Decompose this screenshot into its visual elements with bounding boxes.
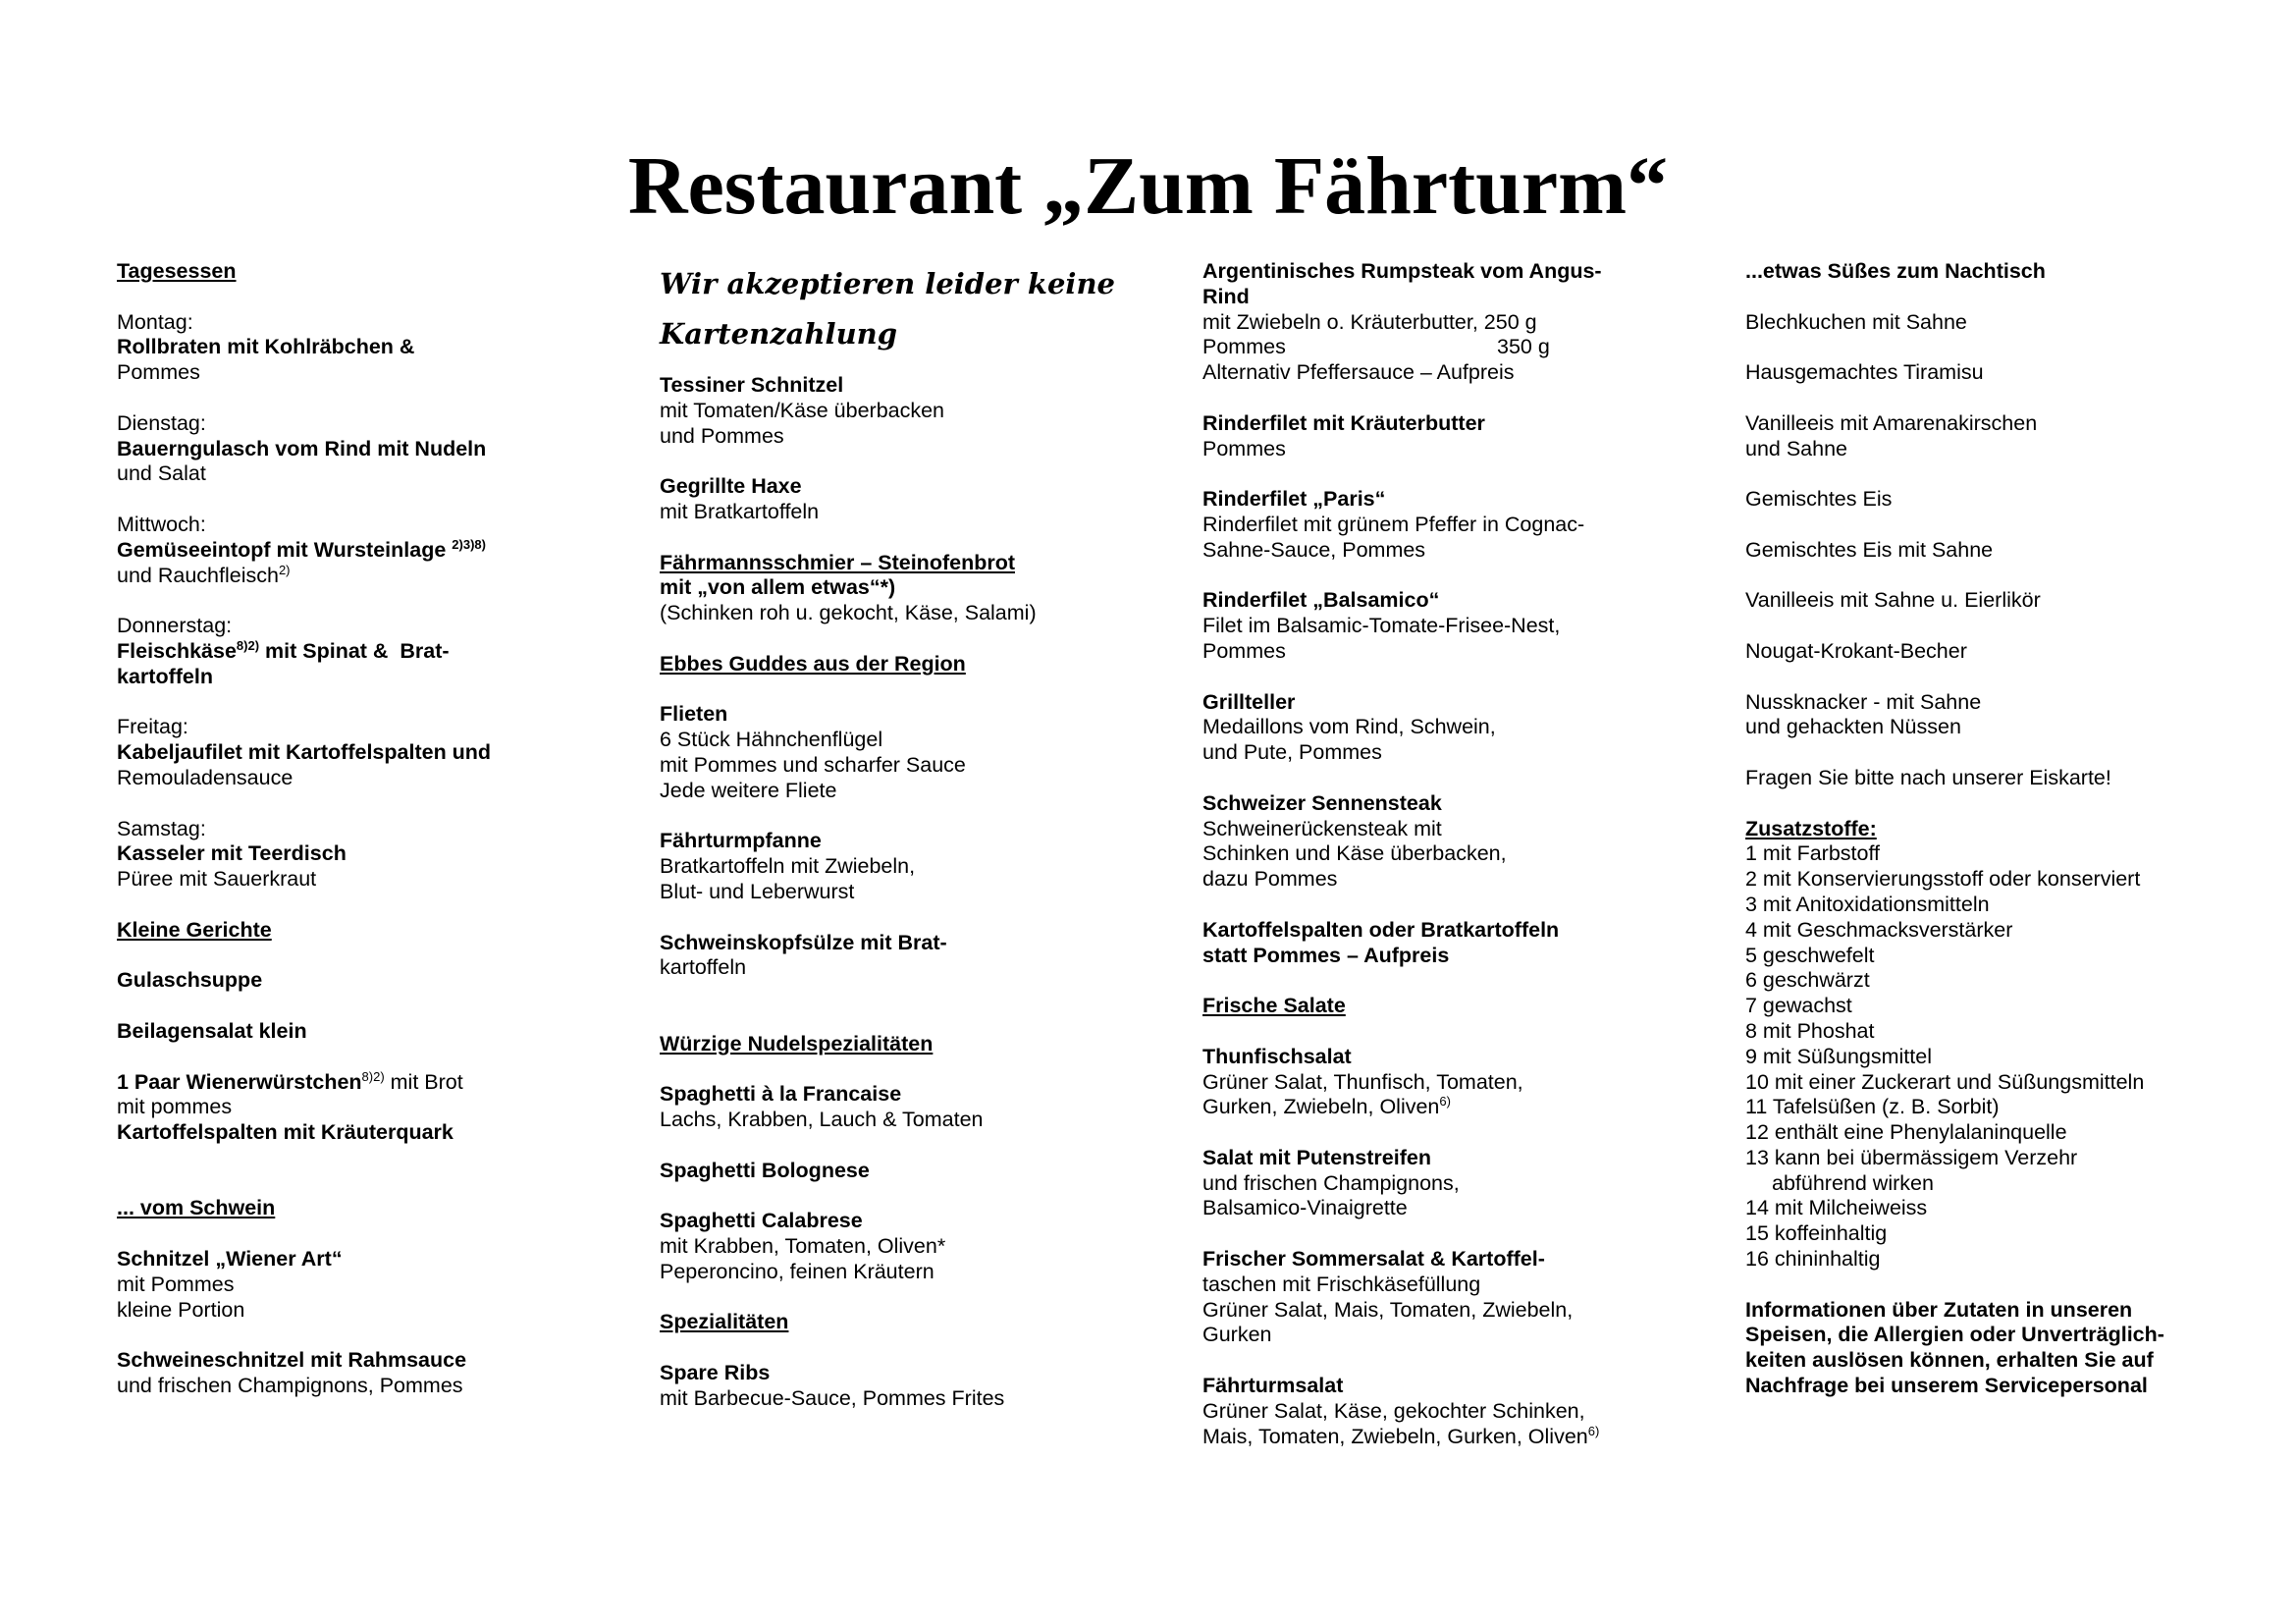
dish-name-thunfischsalat: Thunfischsalat <box>1202 1044 1352 1068</box>
dish-name-spaghetti-calabrese: Spaghetti Calabrese <box>660 1209 863 1233</box>
dish-name-tessiner-schnitzel: Tessiner Schnitzel <box>660 373 844 397</box>
dish-side-freitag: Remouladensauce <box>117 765 294 789</box>
notice-line: Wir akzeptieren leider keine <box>660 267 1115 300</box>
dish-name-grillteller: Grillteller <box>1202 689 1296 714</box>
weight-text: 350 g <box>1497 335 1550 359</box>
dessert-item: Blechkuchen mit Sahne <box>1745 309 1967 334</box>
column-desserts-additives <box>1745 259 2256 1399</box>
section-heading-kleine-gerichte: Kleine Gerichte <box>117 917 272 942</box>
additive-item: 4 mit Geschmacksverstärker <box>1745 917 2013 942</box>
section-heading-tagesessen: Tagesessen <box>117 259 237 283</box>
section-heading-spezialitaeten: Spezialitäten <box>660 1310 789 1334</box>
dish-subtitle: mit „von allem etwas“*) <box>660 575 896 600</box>
dish-desc: 6 Stück Hähnchenflügel <box>660 728 883 752</box>
additive-item: 12 enthält eine Phenylalaninquelle <box>1745 1120 2067 1145</box>
side-text: und Rauchfleisch <box>117 563 279 587</box>
dish-desc: Blut- und Leberwurst <box>660 879 855 903</box>
dish-side-mittwoch <box>117 564 627 589</box>
dish-desc: mit Krabben, Tomaten, Oliven* <box>660 1234 946 1259</box>
dish-name-faehrmannsschmier: Fährmannsschmier – Steinofenbrot <box>660 550 1015 574</box>
dessert-item: Vanilleeis mit Amarenakirschen <box>1745 410 2038 435</box>
additive-footnote: 2) <box>278 562 291 577</box>
dessert-item: Nussknacker - mit Sahne <box>1745 689 1982 714</box>
additive-item: 15 koffeinhaltig <box>1745 1221 1888 1246</box>
additive-footnote: 8)2) <box>236 637 260 653</box>
dish-side-wienerwuerstchen: mit pommes <box>117 1095 233 1119</box>
dish-side-montag: Pommes <box>117 360 200 385</box>
dessert-item-line2: und gehackten Nüssen <box>1745 715 1961 739</box>
dish-name-dienstag: Bauerngulasch vom Rind mit Nudeln <box>117 436 487 460</box>
dish-desc: Jede weitere Fliete <box>660 778 837 802</box>
dessert-item: Vanilleeis mit Sahne u. Eierlikör <box>1745 588 2041 613</box>
dessert-item-line2: und Sahne <box>1745 436 1848 460</box>
dish-desc: Medaillons vom Rind, Schwein, <box>1202 715 1496 739</box>
additive-item: 1 mit Farbstoff <box>1745 841 1881 866</box>
additive-item: 10 mit einer Zuckerart und Süßungsmitteln <box>1745 1069 2145 1094</box>
day-label-dienstag: Dienstag: <box>117 410 206 435</box>
section-heading-region: Ebbes Guddes aus der Region <box>660 651 966 676</box>
day-label-donnerstag: Donnerstag: <box>117 614 233 638</box>
column-specials <box>660 259 1170 1412</box>
dish-name-sommersalat: Frischer Sommersalat & Kartoffel- <box>1202 1247 1545 1272</box>
additive-item: 13 kann bei übermässigem Verzehr <box>1745 1145 2078 1169</box>
dish-desc: (Schinken roh u. gekocht, Käse, Salami) <box>660 601 1037 625</box>
section-heading-dessert: ...etwas Süßes zum Nachtisch <box>1745 259 2046 283</box>
ice-cream-menu-note: Fragen Sie bitte nach unserer Eiskarte! <box>1745 765 2111 789</box>
additive-footnote: 8)2) <box>361 1068 385 1084</box>
dish-portion-schnitzel: kleine Portion <box>117 1297 245 1322</box>
side-text: Pommes <box>1202 335 1286 359</box>
dish-text: Fleischkäse <box>117 638 237 663</box>
dish-desc-with-footnote <box>1202 1095 1713 1120</box>
dish-side-schnitzel: mit Pommes <box>117 1272 235 1296</box>
allergen-info: Speisen, die Allergien oder Unverträglich- <box>1745 1323 2164 1347</box>
allergen-info: Nachfrage bei unserem Servicepersonal <box>1745 1374 2148 1398</box>
additive-footnote: 6) <box>1439 1094 1451 1110</box>
dish-name-faehrturmpfanne: Fährturmpfanne <box>660 829 822 853</box>
additive-item: 9 mit Süßungsmittel <box>1745 1044 1932 1068</box>
dish-name-rinderfilet-paris: Rinderfilet „Paris“ <box>1202 487 1386 512</box>
section-heading-nudelspezialitaeten: Würzige Nudelspezialitäten <box>660 1031 934 1056</box>
dish-side-schweineschnitzel: und frischen Champignons, Pommes <box>117 1374 463 1398</box>
dish-desc: Alternativ Pfeffersauce – Aufpreis <box>1202 360 1515 385</box>
dish-name-mittwoch <box>117 538 627 564</box>
dish-desc: mit Barbecue-Sauce, Pommes Frites <box>660 1385 1005 1410</box>
additive-item-line2: abführend wirken <box>1772 1170 1934 1195</box>
dish-side-dienstag: und Salat <box>117 461 206 486</box>
dish-name-samstag: Kasseler mit Teerdisch <box>117 841 347 866</box>
dish-desc: Gurken <box>1202 1323 1272 1347</box>
additive-item: 3 mit Anitoxidationsmitteln <box>1745 892 1990 916</box>
dessert-item: Gemischtes Eis mit Sahne <box>1745 537 1994 562</box>
day-label-samstag: Samstag: <box>117 816 206 840</box>
desc-text: Gurken, Zwiebeln, Oliven <box>1202 1095 1440 1119</box>
dish-name-faehrturmsalat: Fährturmsalat <box>1202 1374 1344 1398</box>
dish-desc: Filet im Balsamic-Tomate-Frisee-Nest, <box>1202 614 1561 638</box>
dish-name-schnitzel-wiener-art: Schnitzel „Wiener Art“ <box>117 1247 343 1272</box>
dish-desc: Grüner Salat, Käse, gekochter Schinken, <box>1202 1398 1585 1423</box>
dish-desc: Sahne-Sauce, Pommes <box>1202 537 1426 562</box>
dish-desc: Rinderfilet mit grünem Pfeffer in Cognac- <box>1202 512 1585 536</box>
dish-name-schweinskopfsuelze: Schweinskopfsülze mit Brat- <box>660 930 947 954</box>
dish-text: Gemüseeintopf mit Wursteinlage <box>117 537 447 562</box>
additive-item: 7 gewachst <box>1745 994 1852 1018</box>
dish-desc: kartoffeln <box>660 955 747 980</box>
allergen-info: keiten auslösen können, erhalten Sie auf <box>1745 1348 2154 1373</box>
dish-desc: Schinken und Käse überbacken, <box>1202 841 1507 866</box>
dessert-item: Gemischtes Eis <box>1745 487 1893 512</box>
dish-name-putenstreifen: Salat mit Putenstreifen <box>1202 1145 1431 1169</box>
dish-desc: Bratkartoffeln mit Zwiebeln, <box>660 854 916 879</box>
dish-side-samstag: Püree mit Sauerkraut <box>117 867 317 892</box>
dish-name-rinderfilet-balsamico: Rinderfilet „Balsamico“ <box>1202 588 1440 613</box>
dish-desc: Balsamico-Vinaigrette <box>1202 1196 1408 1220</box>
dish-desc: Peperoncino, feinen Kräutern <box>660 1259 934 1283</box>
dish-text: 1 Paar Wienerwürstchen <box>117 1069 362 1094</box>
dish-name-freitag: Kabeljaufilet mit Kartoffelspalten und <box>117 740 492 765</box>
dish-desc: Pommes <box>1202 436 1286 460</box>
dish-desc: Grüner Salat, Mais, Tomaten, Zwiebeln, <box>1202 1297 1574 1322</box>
additive-item: 6 geschwärzt <box>1745 968 1870 993</box>
dish-name-angus-rumpsteak-line2: Rind <box>1202 284 1250 308</box>
dish-name-schweineschnitzel: Schweineschnitzel mit Rahmsauce <box>117 1348 467 1373</box>
dish-desc-with-footnote <box>1202 1425 1713 1450</box>
dish-text-continued: mit Brot <box>384 1069 463 1094</box>
dish-desc-weight <box>1202 335 1713 360</box>
dish-desc: mit Tomaten/Käse überbacken <box>660 398 945 422</box>
dish-desc: taschen mit Frischkäsefüllung <box>1202 1272 1481 1296</box>
dish-name-sennensteak: Schweizer Sennensteak <box>1202 790 1442 815</box>
column-steaks-salads <box>1202 259 1713 1449</box>
additive-item: 5 geschwefelt <box>1745 943 1875 967</box>
dish-name-spaghetti-francaise: Spaghetti à la Francaise <box>660 1082 902 1107</box>
column-daily-menu <box>117 259 627 1399</box>
dish-desc: mit Pommes und scharfer Sauce <box>660 752 966 777</box>
section-heading-zusatzstoffe: Zusatzstoffe: <box>1745 816 1877 840</box>
section-heading-frische-salate: Frische Salate <box>1202 994 1346 1018</box>
additive-item: 8 mit Phoshat <box>1745 1018 1875 1043</box>
day-label-mittwoch: Mittwoch: <box>117 512 206 536</box>
day-label-freitag: Freitag: <box>117 715 188 739</box>
page-title: Restaurant „Zum Fährturm“ <box>627 140 1669 232</box>
additive-item: 11 Tafelsüßen (z. B. Sorbit) <box>1745 1095 2000 1119</box>
additive-footnote: 6) <box>1587 1423 1600 1438</box>
dish-name-flieten: Flieten <box>660 702 728 727</box>
dish-desc: und Pute, Pommes <box>1202 740 1382 765</box>
additive-item: 16 chininhaltig <box>1745 1247 1881 1272</box>
dish-desc: mit Zwiebeln o. Kräuterbutter, 250 g <box>1202 309 1537 334</box>
desc-text: Mais, Tomaten, Zwiebeln, Gurken, Oliven <box>1202 1424 1588 1448</box>
dish-desc: mit Bratkartoffeln <box>660 499 820 523</box>
dish-desc: Lachs, Krabben, Lauch & Tomaten <box>660 1108 984 1132</box>
dish-name-rinderfilet-kraeuterbutter: Rinderfilet mit Kräuterbutter <box>1202 410 1485 435</box>
dessert-item: Hausgemachtes Tiramisu <box>1745 360 1984 385</box>
dish-desc: und frischen Champignons, <box>1202 1170 1460 1195</box>
dish-name-beilagensalat: Beilagensalat klein <box>117 1018 307 1043</box>
dish-desc: Pommes <box>1202 638 1286 663</box>
dish-desc: Grüner Salat, Thunfisch, Tomaten, <box>1202 1069 1523 1094</box>
dish-name-gegrillte-haxe: Gegrillte Haxe <box>660 474 802 499</box>
additive-item: 14 mit Milcheiweiss <box>1745 1196 1928 1220</box>
day-label-montag: Montag: <box>117 309 193 334</box>
dish-name-donnerstag-line2: kartoffeln <box>117 664 213 688</box>
dish-desc: dazu Pommes <box>1202 867 1338 892</box>
dish-name-montag: Rollbraten mit Kohlräbchen & <box>117 335 415 359</box>
dish-name-donnerstag <box>117 639 627 665</box>
dessert-item: Nougat-Krokant-Becher <box>1745 638 1967 663</box>
allergen-info: Informationen über Zutaten in unseren <box>1745 1297 2133 1322</box>
additive-item: 2 mit Konservierungsstoff oder konserviert <box>1745 867 2141 892</box>
additive-footnote: 2)3)8) <box>452 536 486 552</box>
section-heading-vom-schwein: ... vom Schwein <box>117 1196 276 1220</box>
side-swap-note: Kartoffelspalten oder Bratkartoffeln <box>1202 917 1560 942</box>
dish-name-spaghetti-bolognese: Spaghetti Bolognese <box>660 1158 870 1182</box>
dish-name-angus-rumpsteak: Argentinisches Rumpsteak vom Angus- <box>1202 259 1602 283</box>
notice-line: Kartenzahlung <box>660 317 898 351</box>
card-payment-notice <box>660 259 1170 359</box>
dish-desc: Schweinerückensteak mit <box>1202 816 1442 840</box>
dish-desc: und Pommes <box>660 423 784 448</box>
dish-name-spare-ribs: Spare Ribs <box>660 1361 771 1385</box>
side-swap-note-line2: statt Pommes – Aufpreis <box>1202 943 1450 967</box>
dish-text-continued: mit Spinat & Brat- <box>259 638 450 663</box>
dish-name-kartoffelspalten: Kartoffelspalten mit Kräuterquark <box>117 1120 454 1145</box>
dish-name-wienerwuerstchen <box>117 1070 627 1096</box>
dish-name-gulaschsuppe: Gulaschsuppe <box>117 968 263 993</box>
